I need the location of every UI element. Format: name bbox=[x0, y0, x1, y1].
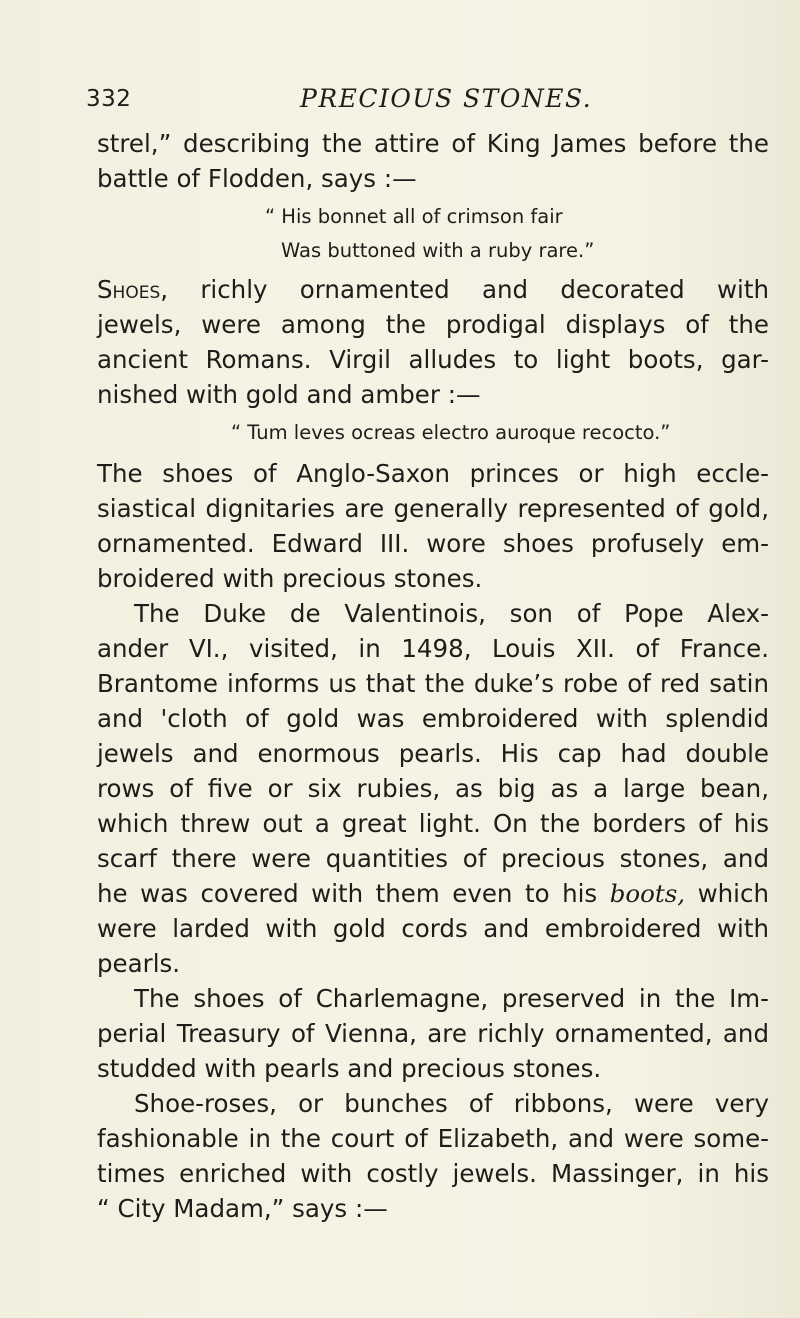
verse-line: “ Tum leves ocreas electro auroque recocto.” bbox=[231, 421, 671, 444]
text-line: ancient Romans. Virgil alludes to light boots, gar- bbox=[97, 345, 769, 374]
text-line: broidered with precious stones. bbox=[97, 564, 483, 593]
page-number: 332 bbox=[86, 86, 132, 112]
text-line: The Duke de Valentinois, son of Pope Alex- bbox=[134, 599, 769, 628]
text-line: times enriched with costly jewels. Massinger, in his bbox=[97, 1159, 769, 1188]
text-line: battle of Flodden, says :— bbox=[97, 164, 417, 193]
text-line: Brantome informs us that the duke’s robe of red satin bbox=[97, 669, 769, 698]
text-line: siastical dignitaries are generally represented of gold, bbox=[97, 494, 769, 523]
text-fragment: he was covered with them even to his bbox=[97, 879, 610, 908]
text-line: ornamented. Edward III. wore shoes profusely em- bbox=[97, 529, 769, 558]
text-line: jewels and enormous pearls. His cap had double bbox=[97, 739, 769, 768]
verse-line: Was buttoned with a ruby rare.” bbox=[281, 239, 595, 262]
running-title: PRECIOUS STONES. bbox=[300, 84, 593, 113]
text-line: The shoes of Anglo-Saxon princes or high eccle- bbox=[97, 459, 769, 488]
text-line: nished with gold and amber :— bbox=[97, 380, 481, 409]
text-line: pearls. bbox=[97, 949, 181, 978]
text-fragment: which bbox=[685, 879, 769, 908]
italic-word: boots, bbox=[609, 879, 686, 908]
body-text bbox=[97, 126, 769, 1226]
text-line: Shoe-roses, or bunches of ribbons, were very bbox=[134, 1089, 769, 1118]
text-line: The shoes of Charlemagne, preserved in the Im- bbox=[134, 984, 769, 1013]
text-line bbox=[97, 272, 769, 307]
text-line: rows of five or six rubies, as big as a large bean, bbox=[97, 774, 769, 803]
text-line: studded with pearls and precious stones. bbox=[97, 1054, 602, 1083]
text-fragment: richly ornamented and decorated with bbox=[168, 275, 769, 304]
text-line bbox=[97, 876, 769, 911]
text-line: were larded with gold cords and embroidered with bbox=[97, 914, 769, 943]
text-line: jewels, were among the prodigal displays of the bbox=[97, 310, 769, 339]
text-line: and 'cloth of gold was embroidered with splendid bbox=[97, 704, 769, 733]
text-line: which threw out a great light. On the borders of his bbox=[97, 809, 769, 838]
text-line: strel,” describing the attire of King James before the bbox=[97, 129, 769, 158]
page-header bbox=[0, 86, 800, 122]
text-line: ander VI., visited, in 1498, Louis XII. of France. bbox=[97, 634, 769, 663]
text-line: perial Treasury of Vienna, are richly ornamented, and bbox=[97, 1019, 769, 1048]
small-caps-word: Shoes, bbox=[97, 275, 169, 304]
text-line: fashionable in the court of Elizabeth, and were some- bbox=[97, 1124, 769, 1153]
text-line: “ City Madam,” says :— bbox=[97, 1194, 388, 1223]
text-line: scarf there were quantities of precious stones, and bbox=[97, 844, 769, 873]
verse-line: “ His bonnet all of crimson fair bbox=[265, 205, 563, 228]
